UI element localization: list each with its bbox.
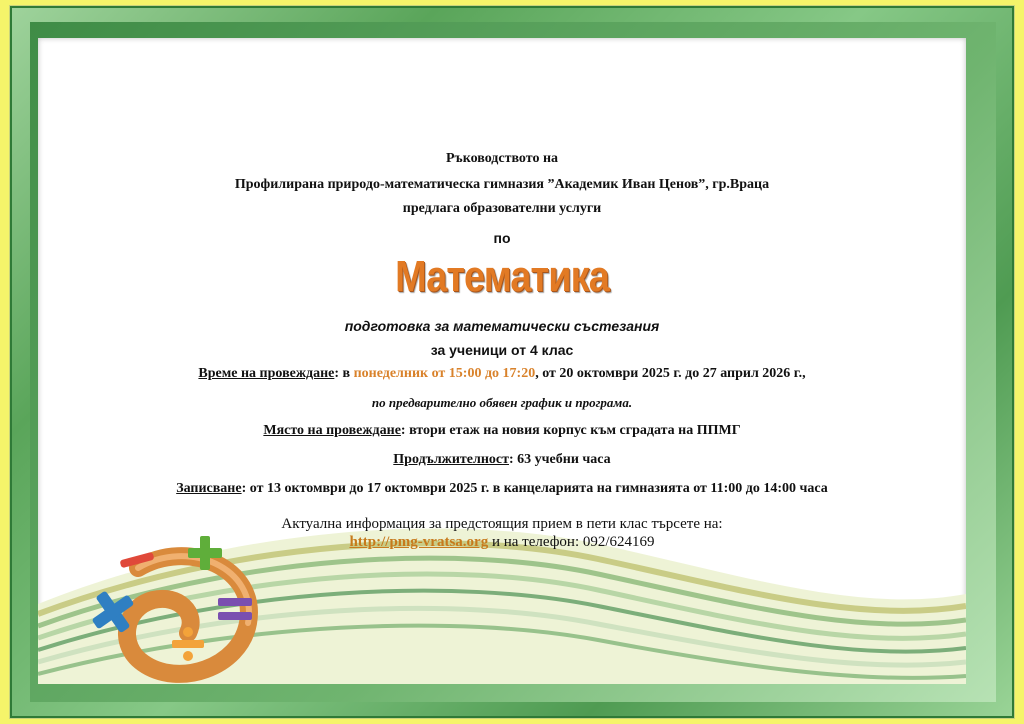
enroll-line xyxy=(38,481,966,497)
time-label: Време на провеждане xyxy=(198,366,335,381)
header-line-1: Ръководството на xyxy=(445,151,559,166)
duration-label: Продължителност xyxy=(393,452,509,467)
info-line-2 xyxy=(38,534,966,551)
time-line xyxy=(38,366,966,382)
phone-text: и на телефон: 092/624169 xyxy=(488,534,655,550)
math-symbols-icon xyxy=(68,528,268,684)
time-highlight: понеделник от 15:00 до 17:20 xyxy=(353,366,536,381)
time-prefix: : в xyxy=(334,366,354,381)
course-title: Математика xyxy=(395,252,609,301)
place-line xyxy=(38,423,966,439)
duration-line xyxy=(38,452,966,468)
enroll-text: : от 13 октомври до 17 октомври 2025 г. в канцеларията на гимназията от 11:00 до 14:00 часа xyxy=(241,481,828,496)
place-label: Място на провеждане xyxy=(263,423,401,438)
header-line-2: Профилирана природо-математическа гимназия ”Академик Иван Ценов”, гр.Враца xyxy=(234,177,770,192)
info-line-1: Актуална информация за предстоящия прием в пети клас търсете на: xyxy=(281,516,723,532)
time-suffix: , от 20 октомври 2025 г. до 27 април 2026 г., xyxy=(535,366,806,381)
course-subtitle: подготовка за математически състезания xyxy=(344,318,660,334)
flyer-paper xyxy=(38,38,966,684)
header-line-3: предлага образователни услуги xyxy=(402,201,602,216)
enroll-label: Записване xyxy=(176,481,242,496)
duration-text: : 63 учебни часа xyxy=(509,452,611,467)
schedule-note: по предварително обявен график и програма. xyxy=(371,395,633,410)
website-link[interactable]: http://pmg-vratsa.org xyxy=(349,534,489,550)
header-po: по xyxy=(493,230,511,246)
place-text: : втори етаж на новия корпус към сградата на ППМГ xyxy=(400,423,741,438)
course-audience: за ученици от 4 клас xyxy=(430,342,574,358)
